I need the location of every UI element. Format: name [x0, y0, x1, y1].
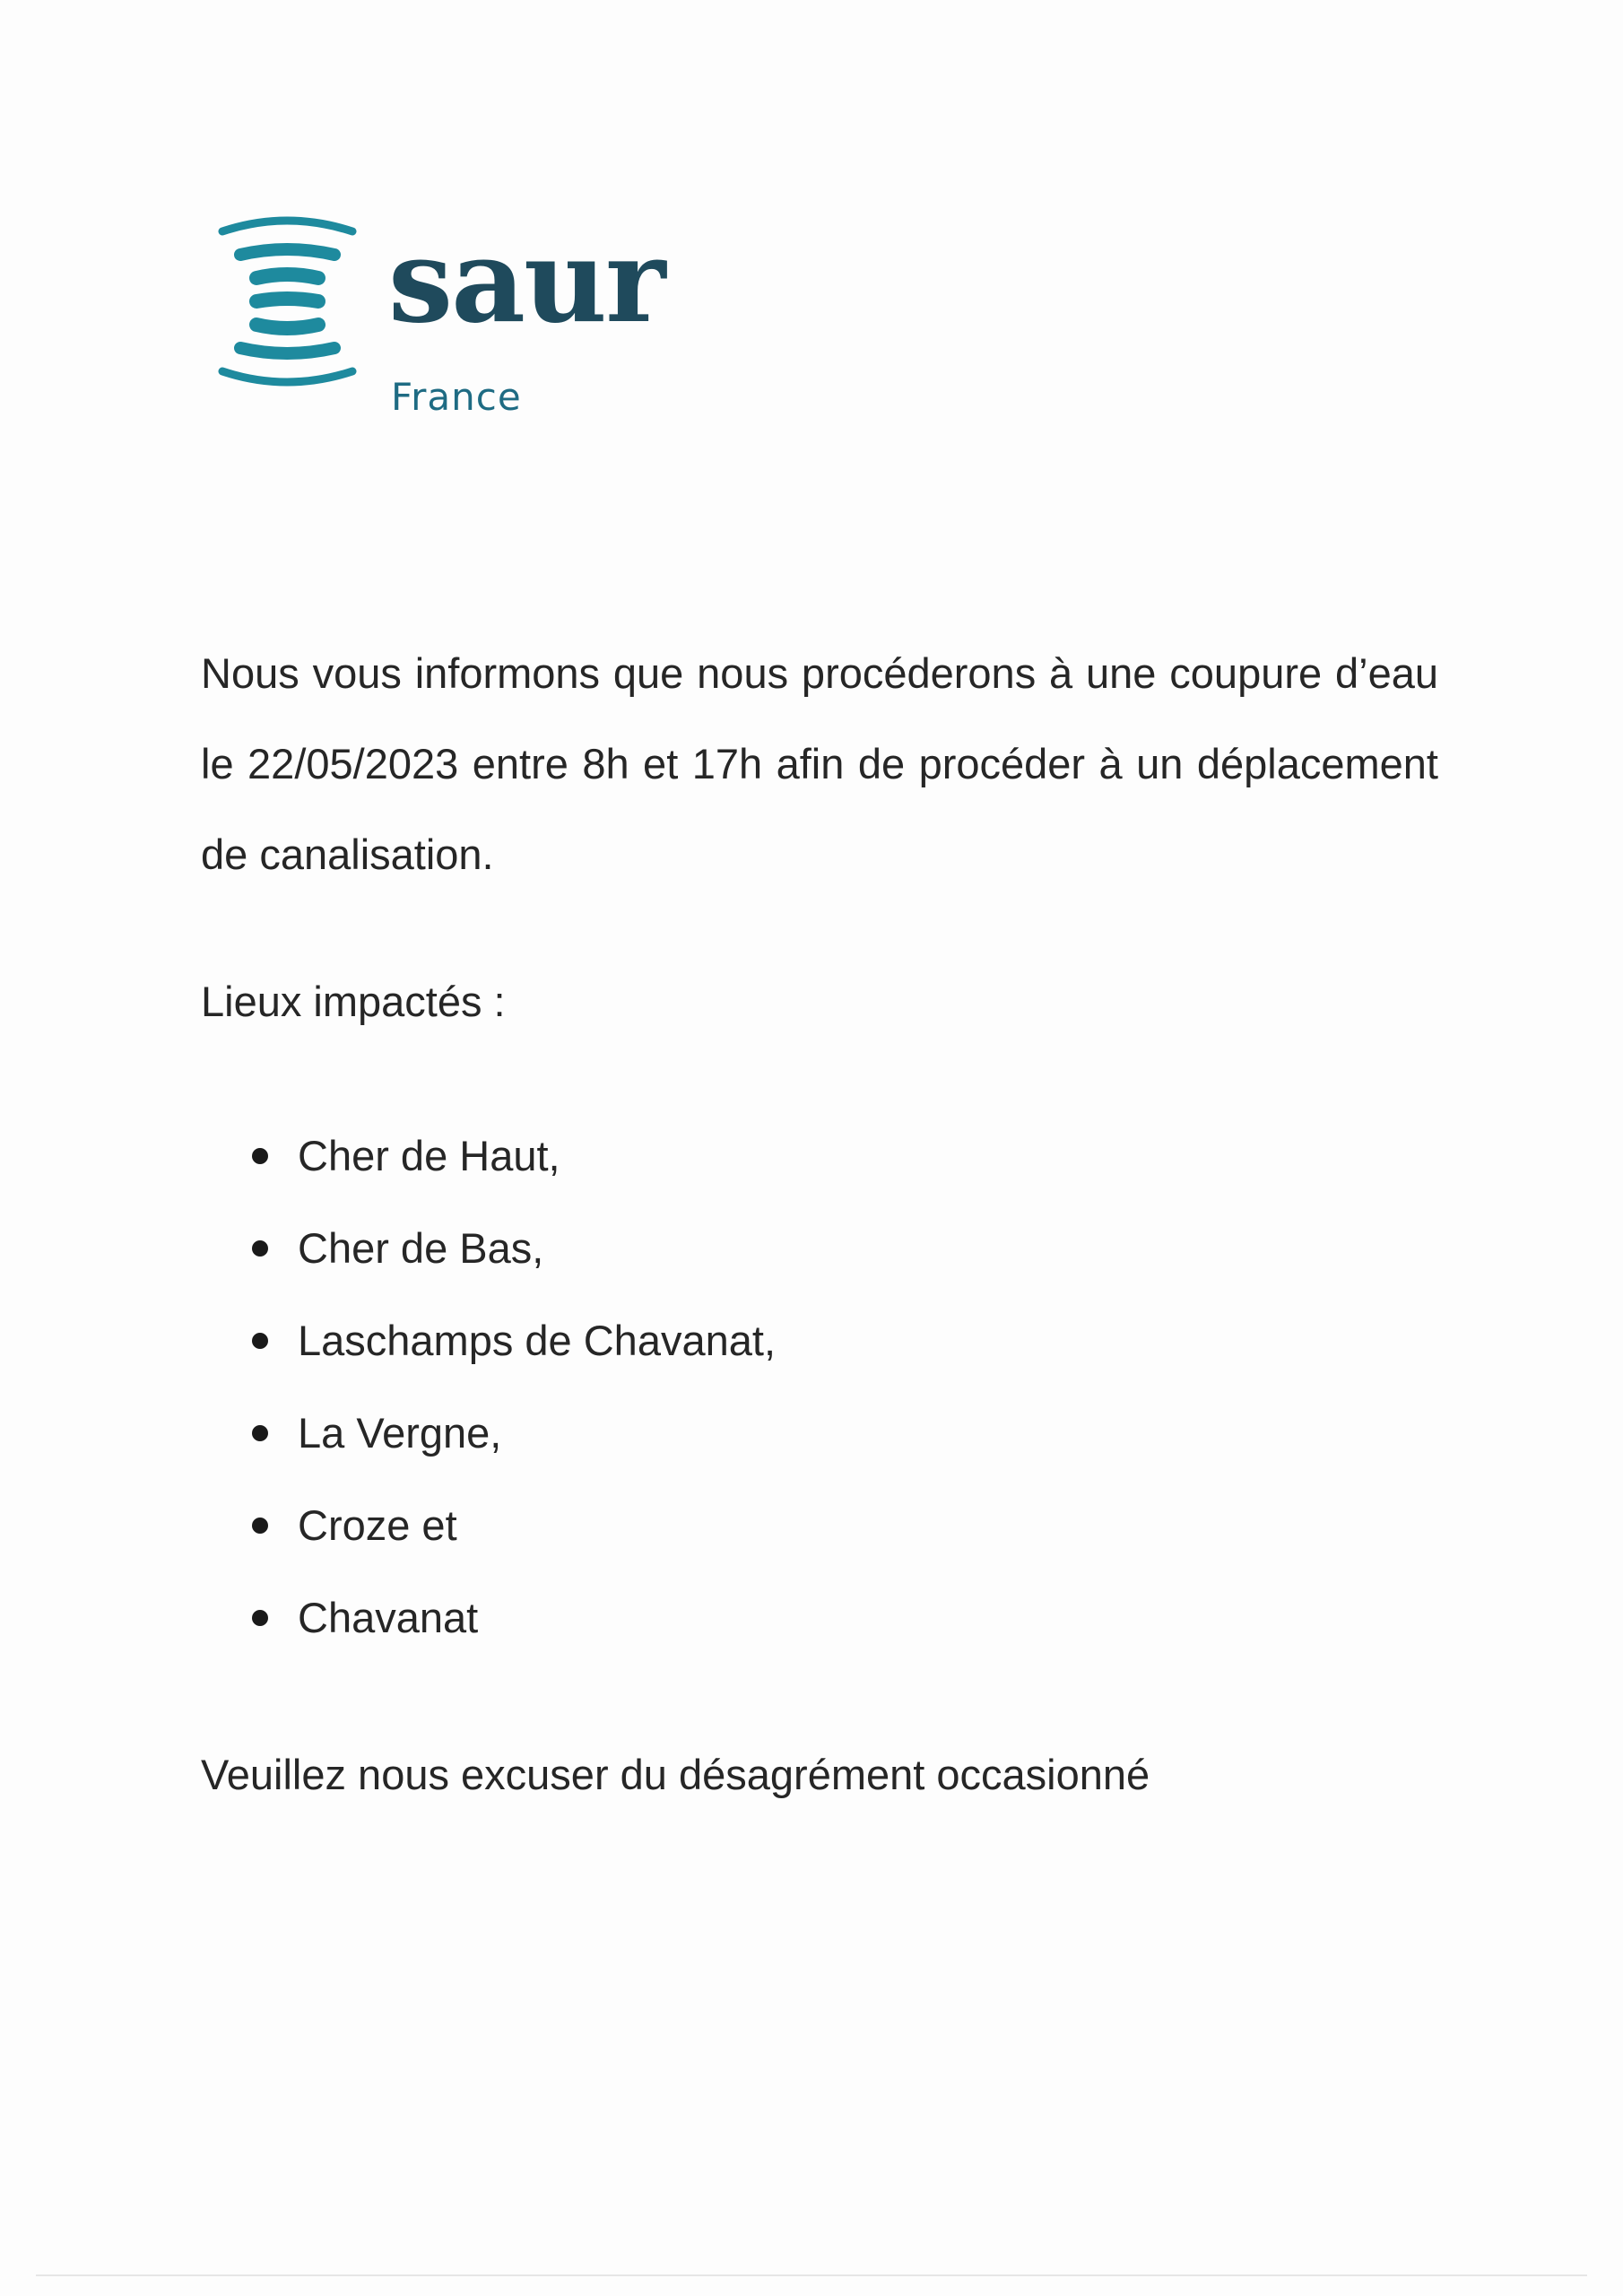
list-item [201, 1587, 1367, 1679]
closing-sentence: Veuillez nous excuser du désagrément occasionné [201, 1751, 1150, 1798]
bullet-icon [252, 1425, 268, 1441]
logo-subtitle: France [391, 375, 522, 419]
bullet-icon [252, 1610, 268, 1626]
saur-wordmark: saur [388, 214, 664, 349]
bullet-icon [252, 1148, 268, 1164]
place-name: Cher de Haut, [298, 1132, 560, 1179]
impacted-places-list [201, 1125, 1367, 1679]
bullet-icon [252, 1240, 268, 1257]
notice-intro-paragraph: Nous vous informons que nous procéderons à une coupure d’eau le 22/05/2023 entre 8h et 17h afin de procéder à un déplacement de canalisation. [201, 649, 1438, 878]
place-name: Croze et [298, 1501, 457, 1549]
place-name: Cher de Bas, [298, 1224, 544, 1272]
saur-wave-mark-icon [213, 212, 361, 391]
list-item [201, 1217, 1367, 1309]
list-item [201, 1494, 1367, 1587]
places-label: Lieux impactés : [201, 978, 506, 1025]
saur-logo [213, 212, 680, 427]
list-item [201, 1309, 1367, 1402]
bullet-icon [252, 1333, 268, 1349]
place-name: Chavanat [298, 1594, 479, 1641]
place-name: La Vergne, [298, 1409, 502, 1457]
page-bottom-divider [36, 2274, 1587, 2276]
list-item [201, 1125, 1367, 1217]
list-item [201, 1402, 1367, 1494]
bullet-icon [252, 1518, 268, 1534]
place-name: Laschamps de Chavanat, [298, 1317, 776, 1364]
